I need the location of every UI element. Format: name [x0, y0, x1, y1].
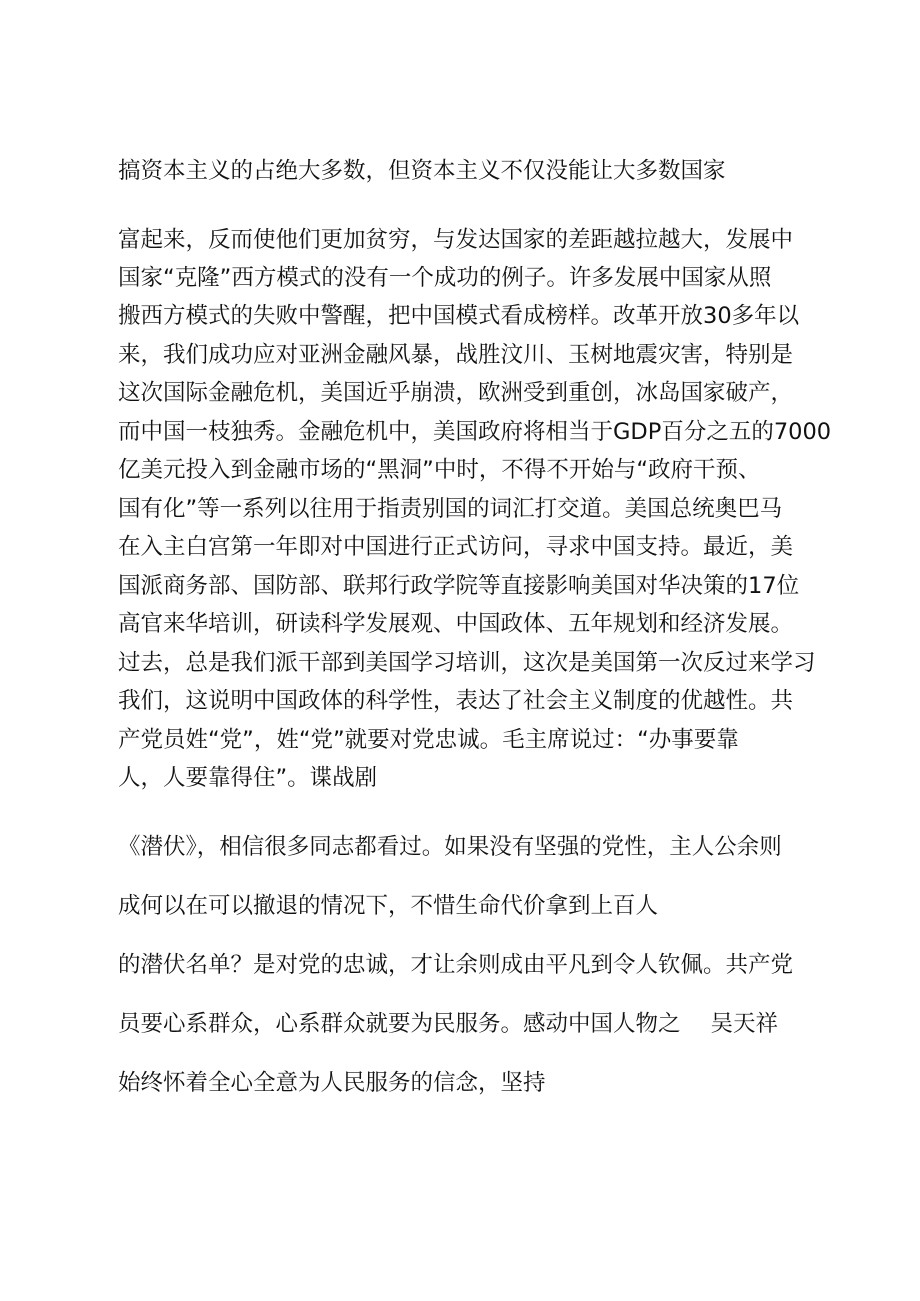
text-line: 来，我们成功应对亚洲金融风暴，战胜汶川、玉树地震灾害，特别是: [118, 342, 794, 368]
text-line: 国有化”等一系列以往用于指责别国的词汇打交道。美国总统奥巴马: [118, 496, 783, 522]
text-line: 国派商务部、国防部、联邦行政学院等直接影响美国对华决策的17位: [118, 573, 800, 599]
text-segment: 员要心系群众，心系群众就要为民服务。感动中国人物之: [118, 1011, 681, 1037]
text-line: [118, 1009, 778, 1039]
text-line: 《潜伏》，相信很多同志都看过。如果没有坚强的党性，主人公余则: [118, 834, 782, 860]
text-line: 的潜伏名单？是对党的忠诚，才让余则成由平凡到令人钦佩。共产党: [118, 952, 794, 978]
text-line: 成何以在可以撤退的情况下，不惜生命代价拿到上百人: [118, 893, 659, 919]
text-line: 搬西方模式的失败中警醒，把中国模式看成榜样。改革开放30多年以: [118, 303, 800, 329]
text-line: 国家“克隆”西方模式的没有一个成功的例子。许多发展中国家从照: [118, 265, 772, 291]
text-line: 这次国际金融危机，美国近乎崩溃，欧洲受到重创，冰岛国家破产，: [118, 380, 794, 406]
text-line: 始终怀着全心全意为人民服务的信念，坚持: [118, 1070, 546, 1096]
text-line: 高官来华培训，研读科学发展观、中国政体、五年规划和经济发展。: [118, 611, 794, 637]
text-line: 在入主白宫第一年即对中国进行正式访问，寻求中国支持。最近，美: [118, 534, 794, 560]
text-line: 我们，这说明中国政体的科学性，表达了社会主义制度的优越性。共: [118, 688, 794, 714]
text-line: 过去，总是我们派干部到美国学习培训，这次是美国第一次反过来学习: [118, 650, 816, 676]
text-segment: 吴天祥: [710, 1011, 779, 1037]
text-line: 而中国一枝独秀。金融危机中，美国政府将相当于GDP百分之五的7000: [118, 419, 832, 445]
text-line: 产党员姓“党”，姓“党”就要对党忠诚。毛主席说过：“办事要靠: [118, 727, 739, 753]
text-line: 富起来，反而使他们更加贫穷，与发达国家的差距越拉越大，发展中: [118, 227, 794, 253]
text-line: 亿美元投入到金融市场的“黑洞”中时，不得不开始与“政府干预、: [118, 457, 761, 483]
text-line: 搞资本主义的占绝大多数，但资本主义不仅没能让大多数国家: [118, 158, 726, 184]
text-line: 人，人要靠得住”。谍战剧: [118, 765, 378, 791]
